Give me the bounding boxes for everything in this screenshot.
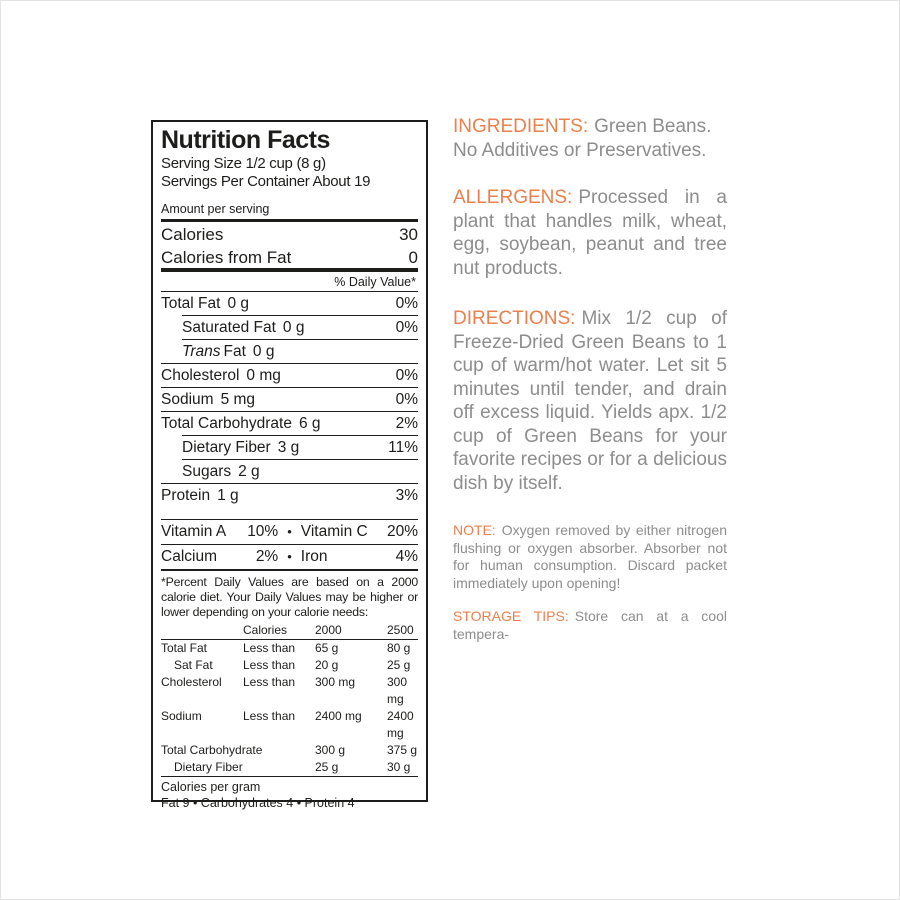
calories-label: Calories [161,225,224,244]
bullet-separator: • [287,524,292,539]
calories-per-gram-title: Calories per gram [161,780,261,794]
servings-per-container: Servings Per Container About 19 [161,173,371,190]
calcium-label: Calcium [161,548,217,565]
allergens-text: Processed in a plant that handles milk, wheat, egg, soybean, peanut and tree nut products. [453,187,727,279]
calcium-value: 2% [255,548,279,565]
calories-per-gram-values: Fat 9 • Carbohydrates 4 • Protein 4 [161,796,355,810]
iron-value: 4% [395,548,418,565]
storage-tips-section [453,608,727,643]
allergens-heading: ALLERGENS: [453,187,573,208]
dv-table-row: Total Carbohydrate 300 g 375 g [161,743,418,757]
section-gap [453,592,727,608]
calories-value: 30 [399,225,418,244]
nutrient-row-total-carbohydrate: Total Carbohydrate 6 g 2% [161,411,418,435]
serving-size: Serving Size 1/2 cup (8 g) [161,155,326,172]
vitamin-row-a-c [161,520,418,545]
dv-table-row: Dietary Fiber 25 g 30 g [174,760,411,774]
note-section [453,522,727,592]
iron-label: Iron [300,548,328,565]
amount-per-serving-label: Amount per serving [161,200,418,222]
nutrient-row-dietary-fiber: Dietary Fiber 3 g 11% [182,435,418,459]
bullet-separator: • [287,549,292,564]
nutrient-row-cholesterol: Cholesterol 0 mg 0% [161,363,418,387]
section-gap [453,280,727,307]
directions-text: Mix 1/2 cup of Freeze-Dried Green Beans to 1 cup of warm/hot water. Let sit 5 minutes until tender, and drain off excess liquid. Yields apx. 1/2 cup of Green Beans for your favorite recipes or for a delicious dish by itself. [453,308,727,494]
nutrient-row-protein: Protein 1 g 3% [161,483,418,507]
nutrition-facts-panel [151,120,428,810]
calories-from-fat-label: Calories from Fat [161,248,292,267]
nutrient-row-sodium: Sodium 5 mg 0% [161,387,418,411]
nutrition-facts-title: Nutrition Facts [161,126,330,154]
nutrient-rows [161,292,418,507]
directions-heading: DIRECTIONS: [453,308,576,329]
directions-section [453,307,727,495]
nutrient-dv: 0% [395,390,418,408]
vitamin-a-label: Vitamin A [161,523,227,540]
storage-tips-text: Store can at a cool tempera- [453,608,727,642]
dv-table-2000-header: 2000 [315,623,342,637]
vitamin-a-value: 10% [247,523,279,540]
vitamin-c-value: 20% [386,523,418,540]
nutrient-dv: 11% [388,438,418,456]
section-gap [453,162,727,186]
calories-from-fat-row [161,245,418,268]
calories-row [161,222,418,245]
nutrient-dv: 3% [395,486,418,504]
dv-table-2500-header: 2500 [387,623,414,637]
section-gap [453,495,727,522]
vitamin-c-label: Vitamin C [300,523,368,540]
dv-table-row: Total Fat Less than 65 g 80 g [161,641,411,655]
daily-value-footnote: *Percent Daily Values are based on a 2000 calorie diet. Your Daily Values may be higher or lower depending on your calorie needs: [161,575,418,619]
nutrient-row-sugars: Sugars 2 g [182,459,418,483]
note-text: Oxygen removed by either nitrogen flushing or oxygen absorber. Absorber not for human consumption. Discard packet immediately upon opening! [453,522,727,591]
nutrient-row-total-fat: Total Fat 0 g 0% [161,294,418,312]
nutrient-row-trans-fat: Trans Fat 0 g [182,339,418,363]
dv-table-calories-header: Calories [243,623,288,637]
product-info-panel [453,115,727,643]
dv-table-row: Sat Fat Less than 20 g 25 g [174,658,411,672]
storage-tips-heading: STORAGE TIPS: [453,608,569,624]
vitamin-row-calcium-iron [161,545,418,571]
nutrient-dv: 0% [395,318,418,336]
nutrient-dv: 2% [395,414,418,432]
dv-table-row: Cholesterol Less than 300 mg 300 mg [161,675,408,706]
allergens-section [453,186,727,280]
ingredients-heading: INGREDIENTS: [453,116,589,137]
calories-per-gram-section [161,776,418,814]
calories-from-fat-value: 0 [408,248,418,267]
note-heading: NOTE: [453,522,496,538]
nutrient-dv: 0% [395,294,418,312]
dv-table-row: Sodium Less than 2400 mg 2400 mg [161,709,414,740]
ingredients-text: Green Beans. No Additives or Preservatives. [453,116,712,161]
nutrient-dv: 0% [395,366,418,384]
dv-table-header [161,622,418,640]
nutrient-row-saturated-fat: Saturated Fat 0 g 0% [182,315,418,339]
vitamins-section [161,519,418,571]
percent-daily-value-header: % Daily Value* [161,272,418,292]
ingredients-section [453,115,727,162]
